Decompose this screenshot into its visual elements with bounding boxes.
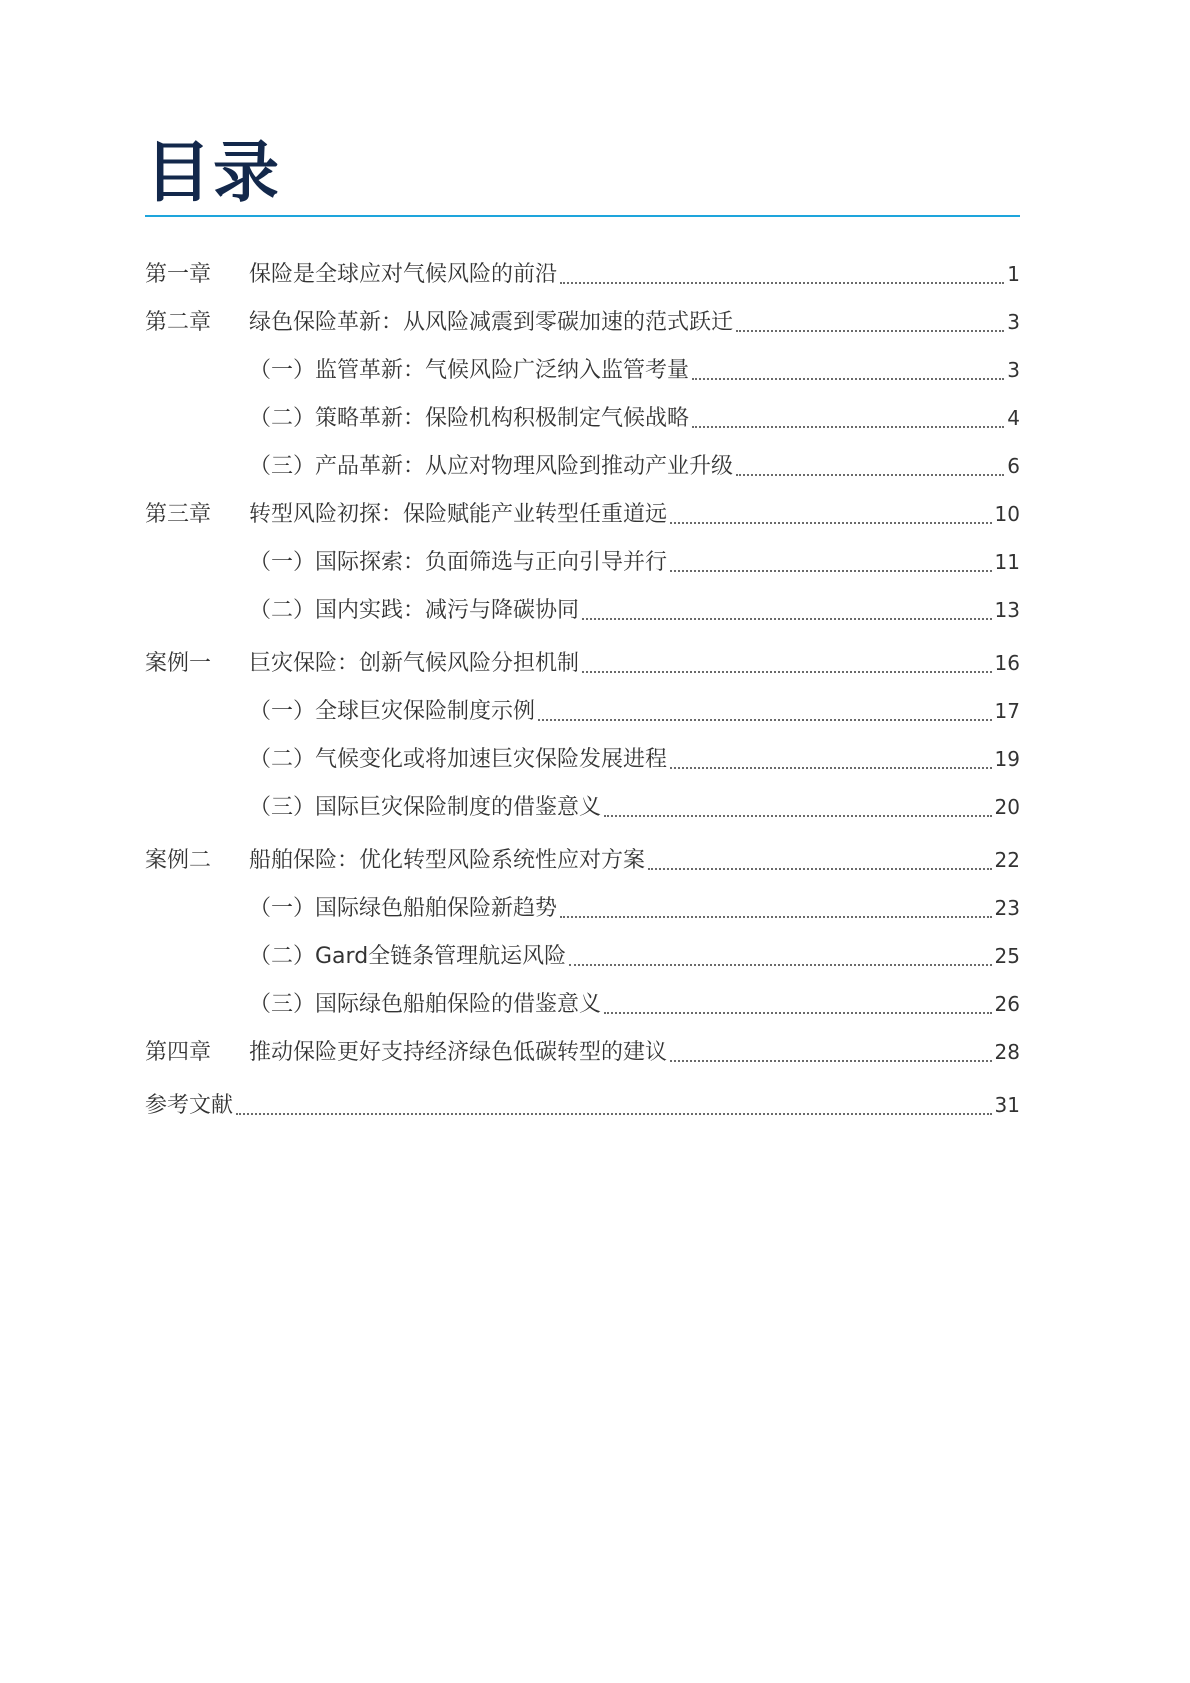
toc-entry-title: （一）国际绿色船舶保险新趋势 (249, 896, 558, 921)
toc-chapter-label: 第二章 (145, 310, 212, 335)
toc-subsection-entry[interactable] (249, 592, 1020, 628)
toc-entry-title: 巨灾保险：创新气候风险分担机制 (249, 651, 580, 676)
toc-entry[interactable] (145, 1034, 1020, 1070)
toc-dot-leader (648, 866, 992, 870)
toc-dot-leader (670, 520, 992, 524)
toc-entry-title: 推动保险更好支持经济绿色低碳转型的建议 (249, 1040, 668, 1065)
toc-dot-leader (604, 1010, 992, 1014)
toc-page-number: 10 (994, 502, 1020, 526)
toc-dot-leader (582, 616, 992, 620)
toc-dot-leader (582, 669, 992, 673)
toc-entry-title: （二）国内实践：减污与降碳协同 (249, 598, 580, 623)
toc-entry-title: （一）全球巨灾保险制度示例 (249, 699, 536, 724)
toc-page-number: 31 (994, 1093, 1020, 1117)
toc-chapter-label: 案例一 (145, 651, 212, 676)
toc-entry-title: 船舶保险：优化转型风险系统性应对方案 (249, 848, 646, 873)
toc-subsection-entry[interactable] (249, 352, 1020, 388)
toc-entry-title: （一）国际探索：负面筛选与正向引导并行 (249, 550, 668, 575)
toc-subsection-entry[interactable] (249, 890, 1020, 926)
title-divider (145, 215, 1020, 217)
toc-subsection-entry[interactable] (249, 741, 1020, 777)
toc-entry[interactable] (145, 496, 1020, 532)
toc-dot-leader (236, 1111, 992, 1115)
toc-entry[interactable] (145, 304, 1020, 340)
toc-dot-leader (569, 962, 991, 966)
toc-dot-leader (670, 765, 992, 769)
toc-dot-leader (538, 717, 992, 721)
toc-page-number: 23 (994, 896, 1020, 920)
toc-entry-title: 绿色保险革新：从风险减震到零碳加速的范式跃迁 (249, 310, 734, 335)
toc-dot-leader (560, 280, 1004, 284)
toc-chapter-label: 案例二 (145, 848, 212, 873)
toc-dot-leader (670, 1058, 992, 1062)
toc-subsection-entry[interactable] (249, 693, 1020, 729)
toc-page-number: 1 (1007, 262, 1020, 286)
toc-entry-title: （三）国际巨灾保险制度的借鉴意义 (249, 795, 602, 820)
toc-page-number: 16 (994, 651, 1020, 675)
toc-page-number: 25 (994, 944, 1020, 968)
toc-entry-title: （二）Gard全链条管理航运风险 (249, 944, 567, 969)
toc-entry-title: 转型风险初探：保险赋能产业转型任重道远 (249, 502, 668, 527)
toc-entry-title: 参考文献 (145, 1093, 234, 1118)
page-title: 目录 (145, 134, 281, 211)
toc-page-number: 4 (1007, 406, 1020, 430)
toc-entry[interactable] (145, 256, 1020, 292)
toc-subsection-entry[interactable] (249, 448, 1020, 484)
toc-page-number: 3 (1007, 310, 1020, 334)
toc-dot-leader (560, 914, 992, 918)
toc-subsection-entry[interactable] (249, 400, 1020, 436)
toc-page-number: 26 (994, 992, 1020, 1016)
toc-entry-title: （三）产品革新：从应对物理风险到推动产业升级 (249, 454, 734, 479)
toc-dot-leader (604, 813, 992, 817)
toc-dot-leader (692, 376, 1004, 380)
toc-entry-title: （二）气候变化或将加速巨灾保险发展进程 (249, 747, 668, 772)
toc-chapter-label: 第一章 (145, 262, 212, 287)
toc-page-number: 6 (1007, 454, 1020, 478)
toc-page-number: 17 (994, 699, 1020, 723)
toc-page-number: 11 (994, 550, 1020, 574)
toc-entry[interactable] (145, 842, 1020, 878)
toc-entry-title: （二）策略革新：保险机构积极制定气候战略 (249, 406, 690, 431)
toc-chapter-label: 第三章 (145, 502, 212, 527)
toc-chapter-label: 第四章 (145, 1040, 212, 1065)
toc-page-number: 28 (994, 1040, 1020, 1064)
toc-dot-leader (736, 328, 1004, 332)
toc-page-number: 13 (994, 598, 1020, 622)
toc-subsection-entry[interactable] (249, 789, 1020, 825)
toc-subsection-entry[interactable] (249, 986, 1020, 1022)
toc-page-number: 3 (1007, 358, 1020, 382)
toc-entry-title: （三）国际绿色船舶保险的借鉴意义 (249, 992, 602, 1017)
toc-dot-leader (692, 424, 1004, 428)
toc-entry-title: （一）监管革新：气候风险广泛纳入监管考量 (249, 358, 690, 383)
toc-dot-leader (670, 568, 992, 572)
toc-page-number: 20 (994, 795, 1020, 819)
toc-entry[interactable] (145, 645, 1020, 681)
toc-page-number: 22 (994, 848, 1020, 872)
toc-subsection-entry[interactable] (249, 938, 1020, 974)
toc-dot-leader (736, 472, 1004, 476)
toc-entry-title: 保险是全球应对气候风险的前沿 (249, 262, 558, 287)
toc-page-number: 19 (994, 747, 1020, 771)
toc-subsection-entry[interactable] (249, 544, 1020, 580)
toc-entry[interactable] (145, 1087, 1020, 1123)
